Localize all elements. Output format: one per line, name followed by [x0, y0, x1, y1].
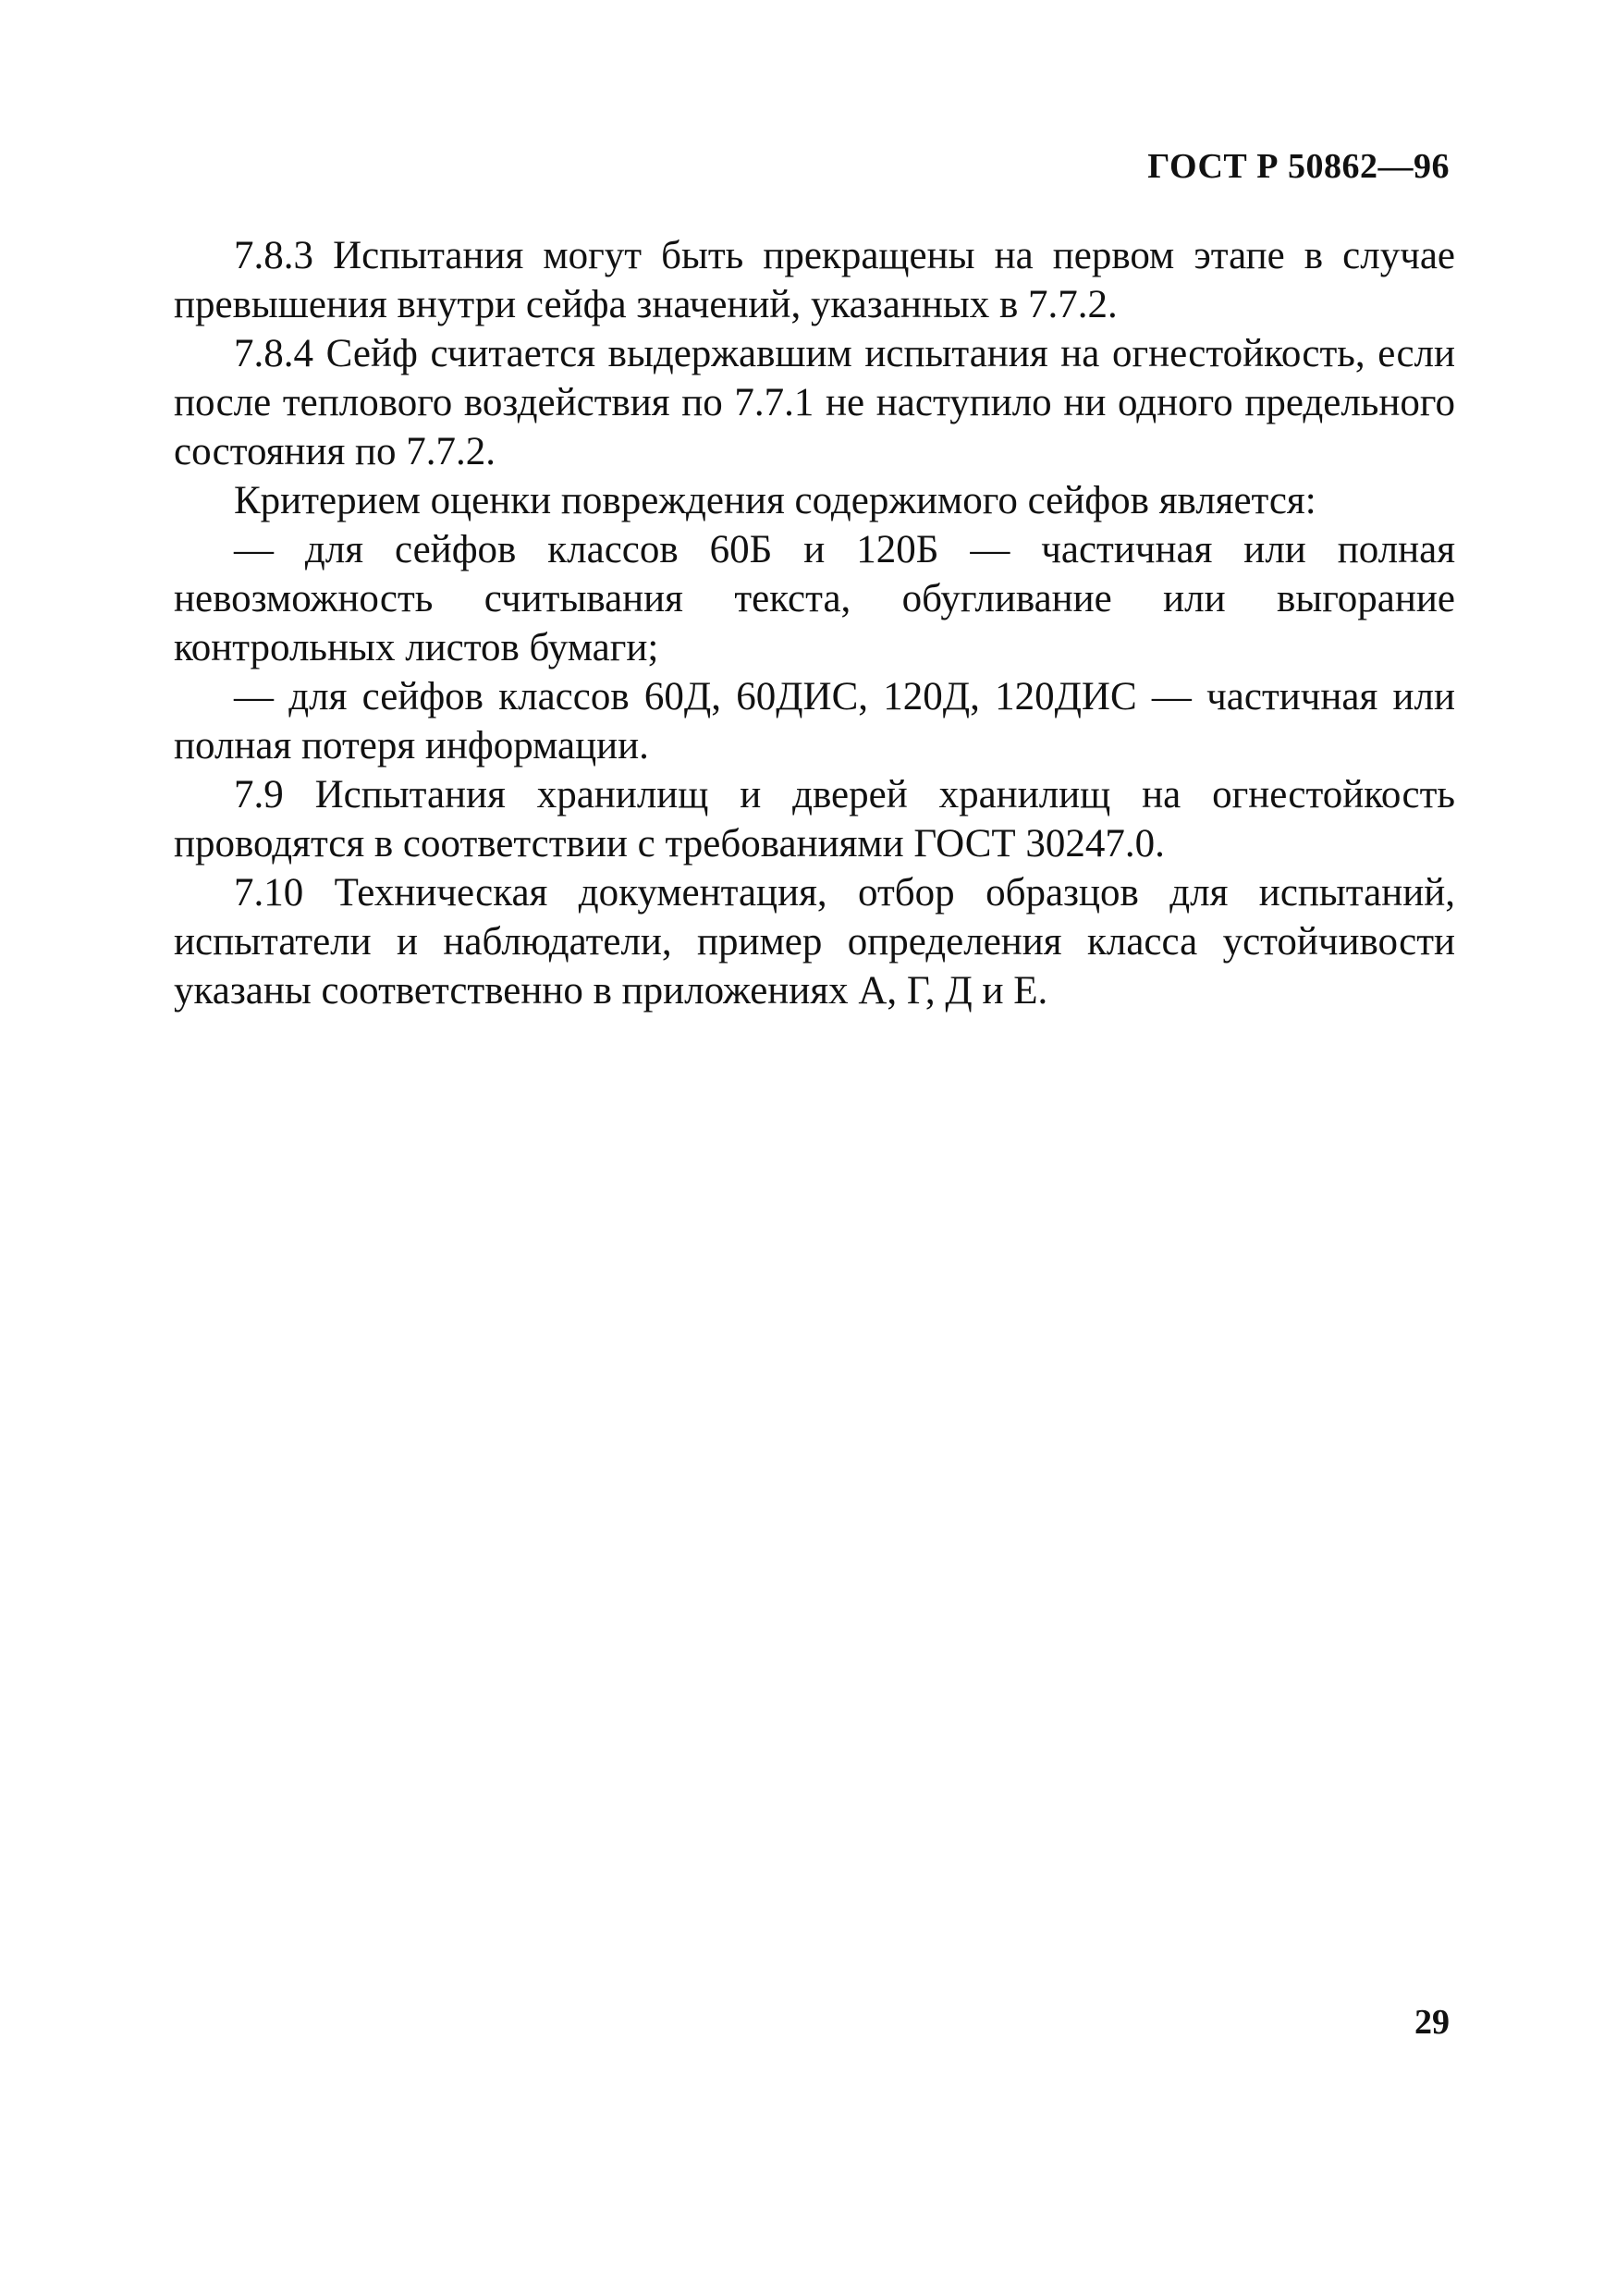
document-body	[174, 231, 1455, 1015]
list-item-data-safes: — для сейфов классов 60Д, 60ДИС, 120Д, 120ДИС — частичная или полная потеря информации.	[174, 675, 1455, 767]
paragraph-7-8-4: 7.8.4 Сейф считается выдержавшим испытания на огнестойкость, если после теплового воздействия по 7.7.1 не наступило ни одного предельного состояния по 7.7.2.	[174, 332, 1455, 473]
page-number: 29	[1414, 2003, 1450, 2042]
paragraph-7-8-3: 7.8.3 Испытания могут быть прекращены на первом этапе в случае превышения внутри сейфа значений, указанных в 7.7.2.	[174, 234, 1455, 326]
paragraph-criteria: Критерием оценки повреждения содержимого сейфов является:	[234, 479, 1316, 522]
document-code-header: ГОСТ Р 50862—96	[1147, 147, 1450, 186]
list-item-paper-safes: — для сейфов классов 60Б и 120Б — частичная или полная невозможность считывания текста, обугливание или выгорание контрольных листов бумаги;	[174, 528, 1455, 669]
paragraph-7-10: 7.10 Техническая документация, отбор образцов для испытаний, испытатели и наблюдатели, пример определения класса устойчивости указаны соответственно в приложениях А, Г, Д и Е.	[174, 871, 1455, 1013]
paragraph-7-9: 7.9 Испытания хранилищ и дверей хранилищ на огнестойкость проводятся в соответствии с требованиями ГОСТ 30247.0.	[174, 773, 1455, 866]
